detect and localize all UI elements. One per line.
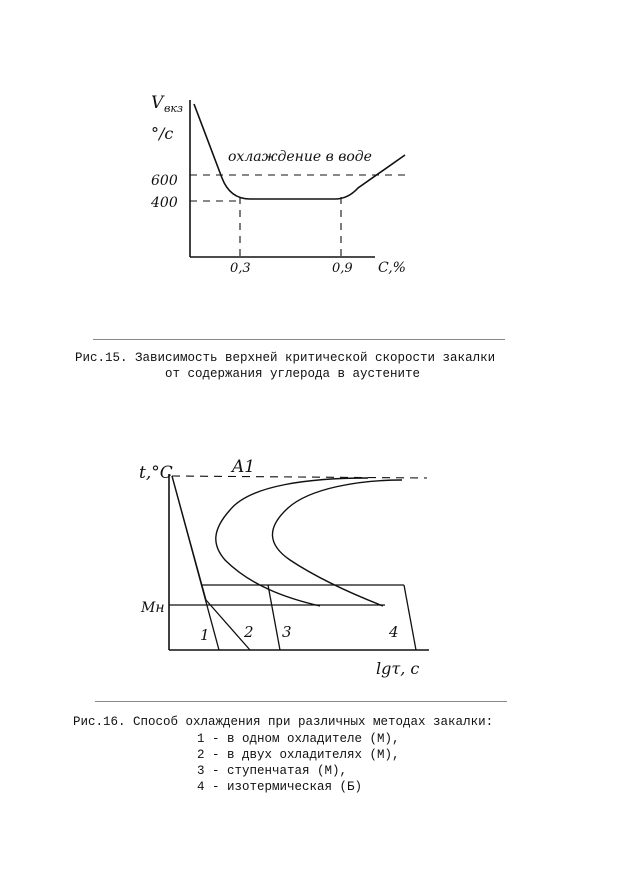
fig15-y-label-v: V (151, 93, 164, 113)
fig16-legend-2: 2 - в двух охладителях (М), (197, 748, 400, 762)
fig16-a1-dash (172, 476, 427, 478)
fig16-curve-label-2: 2 (244, 623, 254, 641)
fig16-curve-label-1: 1 (200, 626, 210, 644)
fig16-a1-label: A1 (232, 457, 256, 477)
fig16-curve-label-4: 4 (389, 623, 399, 641)
fig15-y-unit: °/c (151, 124, 174, 143)
fig16-curve-label-3: 3 (282, 623, 292, 641)
fig15-annotation: охлаждение в воде (228, 149, 372, 165)
fig15-caption-line2: от содержания углерода в аустените (165, 367, 421, 381)
fig15-xtick-09: 0,9 (332, 261, 353, 276)
fig16-y-label: t,°C (139, 463, 173, 483)
fig15-caption-line1: Рис.15. Зависимость верхней критической скорости закалки (75, 351, 496, 365)
fig16-caption-rule (95, 701, 507, 702)
fig15-caption-rule (93, 339, 505, 340)
fig15-x-label: C,% (378, 260, 406, 276)
fig16-legend-4: 4 - изотермическая (Б) (197, 780, 363, 794)
fig16-cooling-curve-2-a (172, 476, 206, 600)
fig16-mn-label: Мн (141, 600, 165, 616)
fig16-cooling-curve-4 (404, 585, 416, 650)
fig16-caption-line1: Рис.16. Способ охлаждения при различных методах закалки: (73, 715, 494, 729)
fig15-ytick-600: 600 (151, 173, 178, 189)
fig15-xtick-03: 0,3 (230, 261, 251, 276)
fig16-legend-3: 3 - ступенчатая (М), (197, 764, 348, 778)
fig16-x-label: lgτ, c (376, 659, 420, 678)
fig16-cooling-curve-3 (268, 585, 280, 650)
fig15-y-label-sub: вкз (164, 102, 183, 115)
fig15-ytick-400: 400 (151, 195, 178, 211)
fig16-c-curve-start (216, 478, 368, 606)
fig16-c-curve-end (272, 480, 402, 606)
fig16-legend-1: 1 - в одном охладителе (М), (197, 732, 400, 746)
